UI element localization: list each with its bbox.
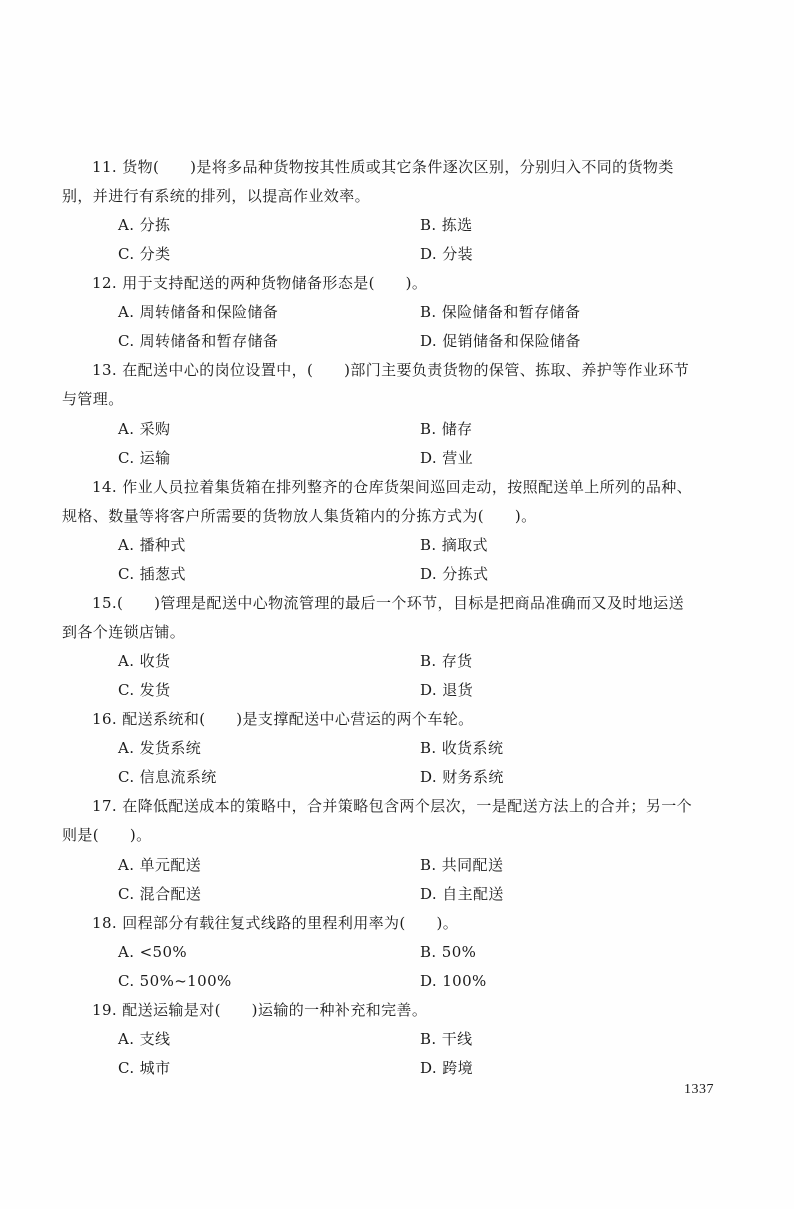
- question-16-stem: 16. 配送系统和( )是支撑配送中心营运的两个车轮。: [92, 710, 474, 728]
- question-13-option-d: D. 营业: [420, 449, 474, 467]
- question-13-stem: 13. 在配送中心的岗位设置中，( )部门主要负责货物的保管、拣取、养护等作业环节: [92, 361, 690, 379]
- question-11-stem-continued: 别，并进行有系统的排列，以提高作业效率。: [62, 187, 371, 205]
- question-13-option-a: A. 采购: [118, 420, 171, 438]
- question-16-option-d: D. 财务系统: [420, 768, 504, 786]
- question-12-stem: 12. 用于支持配送的两种货物储备形态是( )。: [92, 274, 428, 292]
- page-number: 1337: [684, 1082, 714, 1097]
- question-11-option-d: D. 分装: [420, 245, 474, 263]
- question-14-option-d: D. 分拣式: [420, 565, 489, 583]
- question-16-option-c: C. 信息流系统: [118, 768, 217, 786]
- question-11-option-c: C. 分类: [118, 245, 171, 263]
- question-15-stem-continued: 到各个连锁店铺。: [62, 623, 186, 641]
- question-13-option-c: C. 运输: [118, 449, 171, 467]
- question-14-stem: 14. 作业人员拉着集货箱在排列整齐的仓库货架间巡回走动，按照配送单上所列的品种、: [92, 478, 693, 496]
- question-17-option-c: C. 混合配送: [118, 885, 202, 903]
- question-18-option-b: B. 50%: [420, 943, 477, 961]
- question-17-option-d: D. 自主配送: [420, 885, 504, 903]
- question-19-option-a: A. 支线: [118, 1030, 171, 1048]
- question-19-stem: 19. 配送运输是对( )运输的一种补充和完善。: [92, 1001, 428, 1019]
- question-11-option-a: A. 分拣: [118, 216, 171, 234]
- question-14-stem-continued: 规格、数量等将客户所需要的货物放人集货箱内的分拣方式为( )。: [62, 507, 537, 525]
- question-12-option-a: A. 周转储备和保险储备: [118, 303, 279, 321]
- question-15-option-b: B. 存货: [420, 652, 473, 670]
- question-15-option-c: C. 发货: [118, 681, 171, 699]
- question-18-stem: 18. 回程部分有载往复式线路的里程利用率为( )。: [92, 914, 459, 932]
- question-15-option-d: D. 退货: [420, 681, 474, 699]
- question-14-option-a: A. 播种式: [118, 536, 186, 554]
- question-14-option-b: B. 摘取式: [420, 536, 488, 554]
- question-18-option-a: A. <50%: [118, 943, 188, 961]
- question-18-option-d: D. 100%: [420, 972, 487, 990]
- question-19-option-d: D. 跨境: [420, 1059, 474, 1077]
- question-11-option-b: B. 拣选: [420, 216, 473, 234]
- question-12-option-b: B. 保险储备和暂存储备: [420, 303, 581, 321]
- question-17-option-b: B. 共同配送: [420, 856, 504, 874]
- question-15-stem: 15.( )管理是配送中心物流管理的最后一个环节，目标是把商品准确而又及时地运送: [92, 594, 684, 612]
- question-17-stem-continued: 则是( )。: [62, 826, 152, 844]
- question-13-stem-continued: 与管理。: [62, 390, 124, 408]
- question-11-stem: 11. 货物( )是将多品种货物按其性质或其它条件逐次区别，分别归入不同的货物类: [92, 158, 674, 176]
- question-15-option-a: A. 收货: [118, 652, 171, 670]
- question-19-option-c: C. 城市: [118, 1059, 171, 1077]
- question-14-option-c: C. 插葱式: [118, 565, 186, 583]
- question-19-option-b: B. 干线: [420, 1030, 473, 1048]
- question-17-stem: 17. 在降低配送成本的策略中，合并策略包含两个层次，一是配送方法上的合并；另一个: [92, 797, 693, 815]
- question-13-option-b: B. 储存: [420, 420, 473, 438]
- question-12-option-d: D. 促销储备和保险储备: [420, 332, 581, 350]
- question-17-option-a: A. 单元配送: [118, 856, 202, 874]
- question-18-option-c: C. 50%~100%: [118, 972, 232, 990]
- question-16-option-a: A. 发货系统: [118, 739, 202, 757]
- question-12-option-c: C. 周转储备和暂存储备: [118, 332, 279, 350]
- question-16-option-b: B. 收货系统: [420, 739, 504, 757]
